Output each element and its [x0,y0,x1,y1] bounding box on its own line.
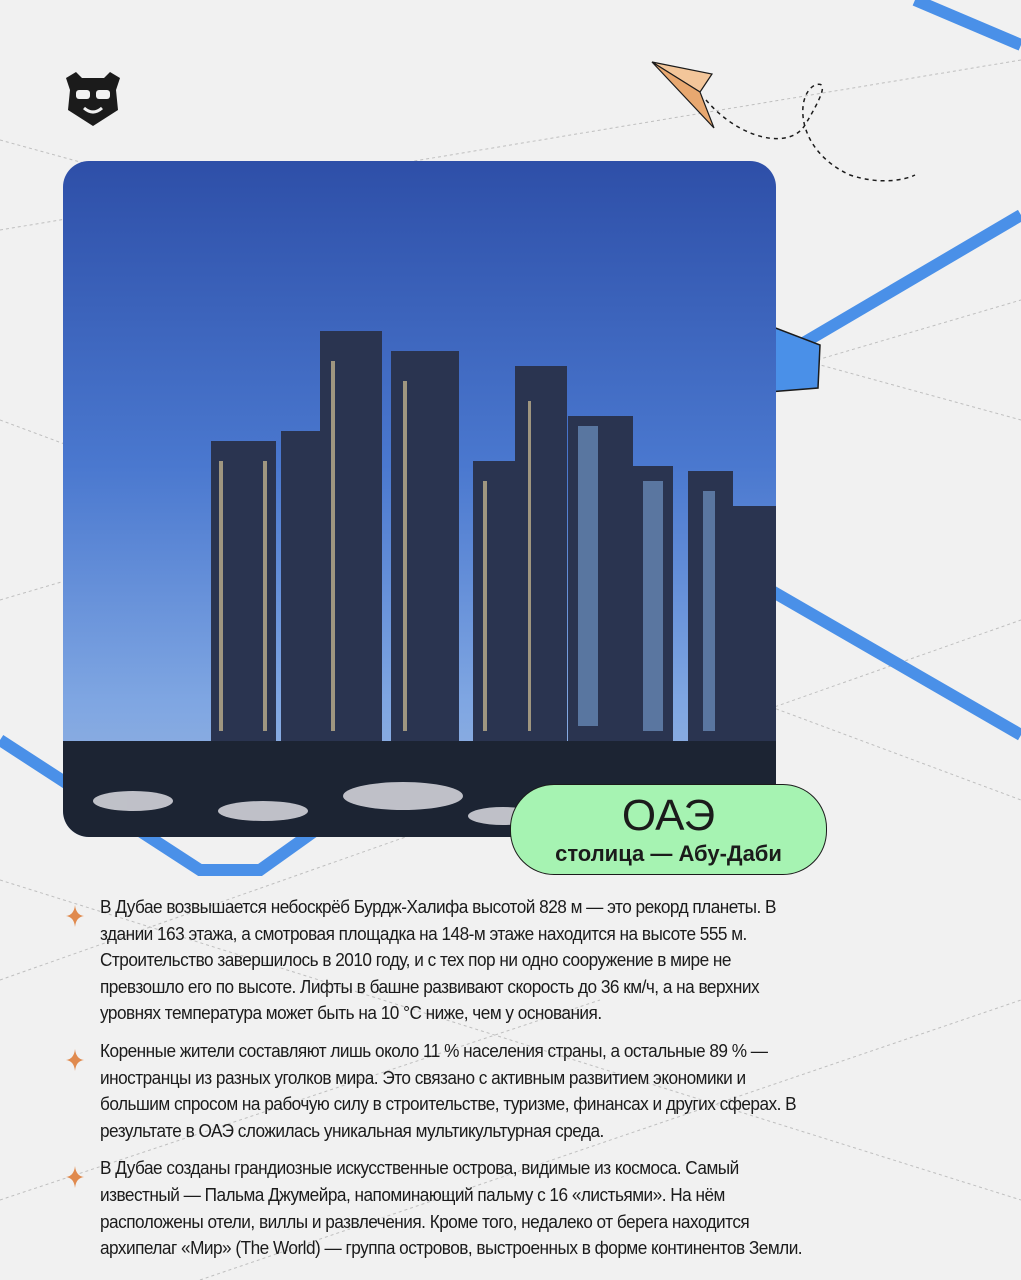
fact-text-line: большим спросом на рабочую силу в строительстве, туризме, финансах и других сферах. В [100,1093,797,1115]
fact-item [66,1038,966,1144]
fact-text-line: известный — Пальма Джумейра, напоминающий пальму с 16 «листьями». На нём [100,1183,725,1205]
country-label [510,784,827,875]
fact-text-line: архипелаг «Мир» (The World) — группа островов, выстроенных в форме континентов Земли. [100,1237,803,1259]
fact-item [66,1155,966,1261]
fact-text-line: здании 163 этажа, а смотровая площадка на 148-м этаже находится на высоте 555 м. [100,922,747,944]
facts-list [66,894,966,1273]
fact-text-line: Коренные жители составляют лишь около 11 % населения страны, а остальные 89 % — [100,1039,768,1061]
sparkle-bullet-icon [66,1166,84,1188]
fact-text-line: превзошло его по высоте. Лифты в башне развивают скорость до 36 км/ч, а на верхних [100,975,760,997]
fact-text-line: расположены отели, виллы и развлечения. Кроме того, недалеко от берега находится [100,1210,750,1232]
fact-text-line: В Дубае созданы грандиозные искусственные острова, видимые из космоса. Самый [100,1157,739,1179]
bear-logo-icon [62,68,124,130]
sparkle-bullet-icon [66,1049,84,1071]
fact-text-line: уровнях температура может быть на 10 °С ниже, чем у основания. [100,1002,602,1024]
capital-text: столица — Абу-Даби [555,841,782,866]
sparkle-bullet-icon [66,905,84,927]
fact-item [66,894,966,1027]
dubai-marina-photo [63,161,776,837]
fact-text-line: В Дубае возвышается небоскрёб Бурдж-Халифа высотой 828 м — это рекорд планеты. В [100,896,776,917]
fact-text-line: результате в ОАЭ сложилась уникальная мультикультурная среда. [100,1119,604,1141]
fact-text-line: Строительство завершилось в 2010 году, и с тех пор ни одно сооружение в мире не [100,949,731,971]
fact-text-line: иностранцы из разных уголков мира. Это связано с активным развитием экономики и [100,1066,746,1088]
country-name: ОАЭ [621,791,716,840]
